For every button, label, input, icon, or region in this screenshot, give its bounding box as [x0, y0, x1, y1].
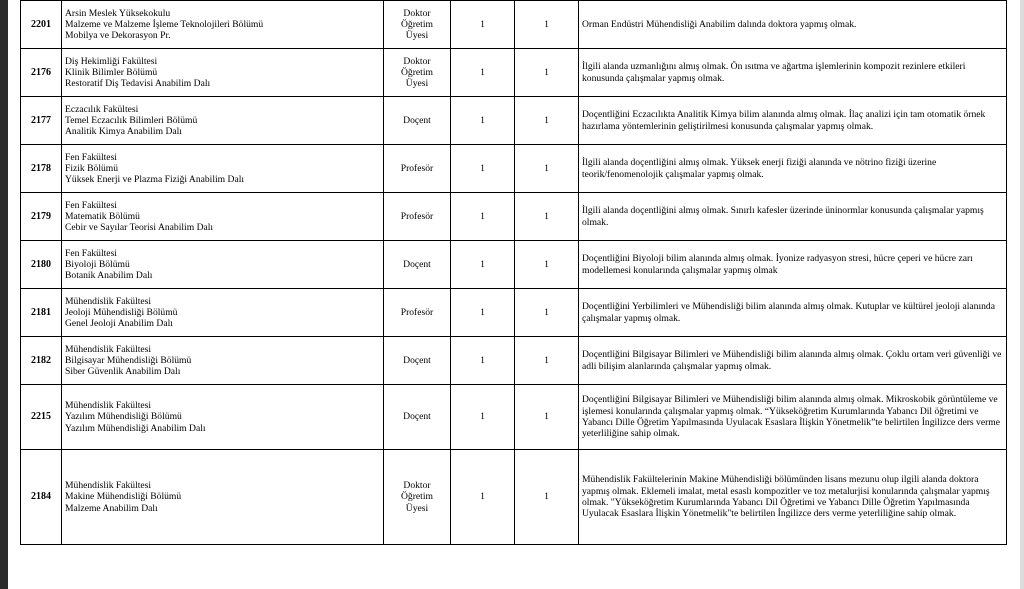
position-count-2: 1: [515, 145, 579, 193]
faculty-name: Fen Fakültesi: [65, 199, 117, 211]
unit-cell: [62, 385, 384, 450]
title-cell: [384, 385, 451, 450]
position-count-2: 1: [515, 1, 579, 49]
table-row: [21, 1, 1007, 49]
faculty-name: Mühendislik Fakültesi: [65, 295, 152, 307]
unit-cell: [62, 1, 384, 49]
title-line: Profesör: [400, 162, 434, 174]
position-count: 1: [451, 97, 515, 145]
position-count: 1: [451, 289, 515, 337]
position-count-2: 1: [515, 49, 579, 97]
title-line: Doktor: [403, 480, 431, 492]
title-cell: [384, 193, 451, 241]
position-code: 2179: [21, 193, 62, 241]
title-cell: [384, 1, 451, 49]
unit-cell: [62, 450, 384, 545]
department-name: Fizik Bölümü: [65, 162, 119, 174]
title-line: Üyesi: [405, 502, 429, 514]
table-row: [21, 241, 1007, 289]
department-name: Matematik Bölümü: [65, 210, 140, 222]
faculty-name: Diş Hekimliği Fakültesi: [65, 55, 158, 67]
title-line: Doçent: [403, 411, 431, 423]
position-count: 1: [451, 385, 515, 450]
position-count-2: 1: [515, 97, 579, 145]
requirement-text: Doçentliğini Bilgisayar Bilimleri ve Mühendisliği bilim alanında almış olmak. Mikroskobik görüntüleme ve işlemesi konularında çalışmalar yapmış olmak. “Yükseköğretim Kurumlarında Yabancı Dil öğretimi ve Yabancı Dille Öğretim Yapılmasında Uyulacak Esaslara İlişkin Yönetmelik”te belirtilen İngilizce ders verme yeterliliğine sahip olmak.: [579, 385, 1007, 450]
position-count: 1: [451, 49, 515, 97]
division-name: Restoratif Diş Tedavisi Anabilim Dalı: [65, 78, 211, 90]
faculty-name: Arsin Meslek Yüksekokulu: [65, 7, 171, 19]
position-count-2: 1: [515, 450, 579, 545]
position-count: 1: [451, 241, 515, 289]
title-line: Profesör: [400, 306, 434, 318]
title-line: Doktor: [403, 7, 431, 19]
department-name: Malzeme ve Malzeme İşleme Teknolojileri Bölümü: [65, 18, 264, 30]
title-line: Doçent: [403, 114, 431, 126]
department-name: Klinik Bilimler Bölümü: [65, 66, 158, 78]
title-cell: [384, 337, 451, 385]
title-line: Öğretim: [401, 491, 433, 503]
position-count: 1: [451, 193, 515, 241]
viewer-left-edge: [0, 0, 8, 589]
division-name: Yazılım Mühendisliği Anabilim Dalı: [65, 422, 206, 434]
title-line: Doçent: [403, 258, 431, 270]
table-row: [21, 385, 1007, 450]
unit-cell: [62, 241, 384, 289]
requirement-text: Orman Endüstri Mühendisliği Anabilim dalında doktora yapmış olmak.: [579, 1, 1007, 49]
position-count: 1: [451, 145, 515, 193]
requirement-text: İlgili alanda doçentliğini almış olmak. Yüksek enerji fiziği alanında ve nötrino fiziği üzerine teorik/fenomenolojik çalışmalar yapmış olmak.: [579, 145, 1007, 193]
position-count-2: 1: [515, 385, 579, 450]
faculty-name: Mühendislik Fakültesi: [65, 480, 152, 492]
division-name: Malzeme Anabilim Dalı: [65, 502, 158, 514]
table-row: [21, 450, 1007, 545]
requirement-text: Mühendislik Fakültelerinin Makine Mühendisliği bölümünden lisans mezunu olup ilgili alanda doktora yapmış olmak. Eklemeli imalat, metal esaslı kompozitler ve toz metalurjisi konularında çalışmalar yapmış olmak. "Yükseköğretim Kurumlarında Yabancı Dil Öğretimi ve Yabancı Dille Öğretim Yapılmasında Uyulacak Esaslara İlişkin Yönetmelik"te belirtilen İngilizce ders verme yeterliliğine sahip olmak.: [579, 450, 1007, 545]
table-row: [21, 97, 1007, 145]
positions-table: [20, 0, 1007, 545]
title-line: Profesör: [400, 210, 434, 222]
requirement-text: İlgili alanda doçentliğini almış olmak. Sınırlı kafesler üzerinde üninormlar konusunda çalışmalar yapmış olmak.: [579, 193, 1007, 241]
requirement-text: Doçentliğini Bilgisayar Bilimleri ve Mühendisliği bilim alanında almış olmak. Çoklu ortam veri güvenliği ve adli bilişim alanlarında çalışmalar yapmış olmak.: [579, 337, 1007, 385]
department-name: Biyoloji Bölümü: [65, 258, 130, 270]
position-count: 1: [451, 450, 515, 545]
department-name: Jeoloji Mühendisliği Bölümü: [65, 306, 178, 318]
position-code: 2184: [21, 450, 62, 545]
title-line: Doçent: [403, 354, 431, 366]
title-cell: [384, 450, 451, 545]
faculty-name: Eczacılık Fakültesi: [65, 103, 139, 115]
requirement-text: İlgili alanda uzmanlığını almış olmak. Ön ısıtma ve ağartma işlemlerinin kompozit rezinlere etkileri konusunda çalışmalar yapmış olmak.: [579, 49, 1007, 97]
title-line: Üyesi: [405, 78, 429, 90]
title-line: Öğretim: [401, 66, 433, 78]
division-name: Botanik Anabilim Dalı: [65, 270, 153, 282]
position-code: 2176: [21, 49, 62, 97]
department-name: Temel Eczacılık Bilimleri Bölümü: [65, 114, 198, 126]
position-code: 2180: [21, 241, 62, 289]
title-cell: [384, 49, 451, 97]
table-row: [21, 49, 1007, 97]
position-count-2: 1: [515, 241, 579, 289]
unit-cell: [62, 49, 384, 97]
position-count-2: 1: [515, 193, 579, 241]
unit-cell: [62, 337, 384, 385]
division-name: Yüksek Enerji ve Plazma Fiziği Anabilim Dalı: [65, 174, 245, 186]
division-name: Cebir ve Sayılar Teorisi Anabilim Dalı: [65, 222, 214, 234]
division-name: Genel Jeoloji Anabilim Dalı: [65, 318, 173, 330]
department-name: Makine Mühendisliği Bölümü: [65, 491, 182, 503]
position-code: 2181: [21, 289, 62, 337]
title-line: Doktor: [403, 55, 431, 67]
table-row: [21, 289, 1007, 337]
division-name: Mobilya ve Dekorasyon Pr.: [65, 30, 171, 42]
position-code: 2201: [21, 1, 62, 49]
position-code: 2215: [21, 385, 62, 450]
division-name: Analitik Kimya Anabilim Dalı: [65, 126, 182, 138]
division-name: Siber Güvenlik Anabilim Dalı: [65, 366, 181, 378]
faculty-name: Fen Fakültesi: [65, 247, 117, 259]
title-cell: [384, 241, 451, 289]
requirement-text: Doçentliğini Biyoloji bilim alanında almış olmak. İyonize radyasyon stresi, hücre çeperi ve hücre zarı modellemesi konularında çalışmalar yapmış olmak: [579, 241, 1007, 289]
requirement-text: Doçentliğini Yerbilimleri ve Mühendisliği bilim alanında almış olmak. Kutuplar ve kültürel jeoloji alanında çalışmalar yapmış olmak.: [579, 289, 1007, 337]
title-cell: [384, 145, 451, 193]
position-code: 2177: [21, 97, 62, 145]
title-cell: [384, 289, 451, 337]
department-name: Yazılım Mühendisliği Bölümü: [65, 411, 182, 423]
unit-cell: [62, 97, 384, 145]
department-name: Bilgisayar Mühendisliği Bölümü: [65, 354, 192, 366]
viewer-scrollbar-track[interactable]: [1020, 0, 1024, 589]
position-code: 2182: [21, 337, 62, 385]
faculty-name: Mühendislik Fakültesi: [65, 400, 152, 412]
position-count: 1: [451, 337, 515, 385]
table-row: [21, 337, 1007, 385]
title-cell: [384, 97, 451, 145]
table-row: [21, 145, 1007, 193]
unit-cell: [62, 145, 384, 193]
requirement-text: Doçentliğini Eczacılıkta Analitik Kimya bilim alanında almış olmak. İlaç analizi için tam otomatik örnek hazırlama yöntemlerinin geliştirilmesi konusunda çalışmalar yapmış olmak.: [579, 97, 1007, 145]
position-count-2: 1: [515, 337, 579, 385]
title-line: Öğretim: [401, 18, 433, 30]
unit-cell: [62, 193, 384, 241]
faculty-name: Mühendislik Fakültesi: [65, 343, 152, 355]
faculty-name: Fen Fakültesi: [65, 151, 117, 163]
position-code: 2178: [21, 145, 62, 193]
position-count: 1: [451, 1, 515, 49]
title-line: Üyesi: [405, 30, 429, 42]
unit-cell: [62, 289, 384, 337]
position-count-2: 1: [515, 289, 579, 337]
table-row: [21, 193, 1007, 241]
